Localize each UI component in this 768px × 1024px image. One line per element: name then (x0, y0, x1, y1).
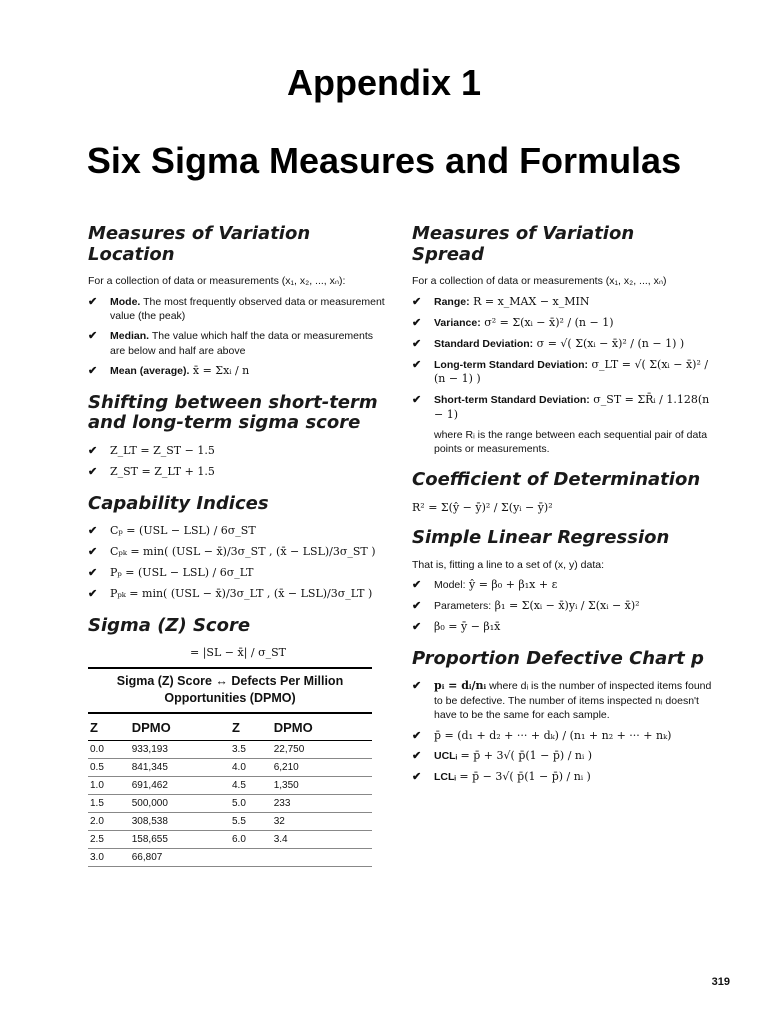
section-intro: That is, fitting a line to a set of (x, y) data: (412, 558, 605, 571)
list-item: ✔ Model: ŷ = β₀ + β₁x + ε (412, 578, 558, 592)
table-caption: Sigma (Z) Score ↔ Defects Per Million Opportunities (DPMO) (88, 667, 372, 714)
check-icon: ✔ (88, 545, 98, 559)
list-item: ✔ Median. The value which half the data or measurements are below and half are above (88, 330, 374, 357)
section-heading: Shifting between short-term and long-term sigma score (88, 391, 378, 434)
check-icon: ✔ (412, 600, 422, 613)
list-item: ✔ Standard Deviation: σ = √( Σ(xᵢ − x̄)² / (n − 1) ) (412, 336, 685, 350)
capability-section (88, 494, 388, 602)
check-icon: ✔ (412, 680, 422, 693)
section-heading: Proportion Defective Chart p (412, 647, 704, 669)
check-icon: ✔ (412, 771, 422, 784)
variation-location-section (88, 224, 388, 379)
list-item: ✔ Pₚ = (USL − LSL) / 6σ_LT (88, 565, 254, 579)
list-item: ✔ Mode. The most frequently observed data or measurement value (the peak) (88, 296, 385, 323)
list-item: ✔ Mean (average). x̄ = Σxᵢ / n (88, 363, 250, 377)
section-heading: Capability Indices (88, 492, 269, 514)
check-icon: ✔ (412, 337, 422, 350)
section-heading: Sigma (Z) Score (88, 614, 251, 636)
column-header: DPMO (272, 714, 372, 741)
section-note: where Rᵢ is the range between each sequential pair of data points or measurements. (434, 428, 708, 455)
check-icon: ✔ (412, 579, 422, 592)
check-icon: ✔ (88, 330, 98, 343)
table-row: 0.5 841,345 4.0 6,210 (88, 758, 372, 776)
list-item: ✔ Range: R = x_MAX − x_MIN (412, 295, 590, 309)
list-item: ✔ UCLᵢ = p̄ + 3√( p̄(1 − p̄) / nᵢ ) (412, 749, 592, 763)
check-icon: ✔ (88, 464, 98, 478)
table-header-row (88, 714, 372, 741)
check-icon: ✔ (412, 296, 422, 309)
variation-spread-section (412, 224, 712, 456)
check-icon: ✔ (88, 364, 98, 377)
list-item: ✔ Parameters: β₁ = Σ(xᵢ − x̄)yᵢ / Σ(xᵢ − x̄)² (412, 599, 640, 613)
table-row: 3.0 66,807 (88, 848, 372, 866)
dpmo-table (88, 667, 372, 867)
check-icon: ✔ (88, 296, 98, 309)
right-column (412, 224, 712, 799)
table-row: 0.0 933,193 3.5 22,750 (88, 740, 372, 758)
proportion-section (412, 649, 712, 785)
section-heading: Coefficient of Determination (412, 469, 701, 491)
column-header: Z (88, 714, 130, 741)
check-icon: ✔ (88, 565, 98, 579)
list-item: ✔ Z_LT = Z_ST − 1.5 (88, 443, 215, 457)
page-title: Six Sigma Measures and Formulas (86, 140, 682, 181)
check-icon: ✔ (88, 443, 98, 457)
regression-section (412, 528, 712, 635)
table-row: 1.0 691,462 4.5 1,350 (88, 776, 372, 794)
section-heading: Simple Linear Regression (412, 526, 670, 548)
check-icon: ✔ (412, 316, 422, 329)
shifting-section (88, 393, 388, 480)
table-row: 2.5 158,655 6.0 3.4 (88, 830, 372, 848)
section-heading: Measures of Variation Location (88, 223, 311, 265)
section-intro: For a collection of data or measurements (x₁, x₂, ..., xₙ): (88, 275, 346, 288)
column-header: Z (230, 714, 272, 741)
sigma-score-section (88, 616, 388, 660)
page-number: 319 (711, 976, 730, 988)
list-item: ✔ Cₚₖ = min( (USL − x̄)/3σ_ST , (x̄ − LSL)/3σ_ST ) (88, 545, 376, 559)
section-heading: Measures of Variation Spread (412, 223, 635, 265)
list-item: ✔ Long-term Standard Deviation: σ_LT = √( Σ(xᵢ − x̄)² / (n − 1) ) (412, 357, 709, 386)
column-header: DPMO (130, 714, 230, 741)
list-item: ✔ pᵢ = dᵢ/nᵢ where dᵢ is the number of inspected items found to be defective. The number of items inspected nᵢ doesn't have to be the same for each sample. (412, 679, 712, 722)
list-item: ✔ Short-term Standard Deviation: σ_ST = ΣR̄ᵢ / 1.128(n − 1) (412, 393, 710, 422)
check-icon: ✔ (412, 394, 422, 407)
section-intro: For a collection of data or measurements (x₁, x₂, ..., xₙ) (412, 275, 667, 288)
check-icon: ✔ (412, 620, 422, 633)
check-icon: ✔ (412, 750, 422, 763)
list-item: ✔ p̄ = (d₁ + d₂ + ··· + dₖ) / (n₁ + n₂ + ··· + nₖ) (412, 728, 672, 742)
sigma-formula: = |SL − x̄| / σ_ST (190, 646, 286, 660)
list-item: ✔ Variance: σ² = Σ(xᵢ − x̄)² / (n − 1) (412, 315, 614, 329)
list-item: ✔ Z_ST = Z_LT + 1.5 (88, 464, 215, 478)
table-row: 1.5 500,000 5.0 233 (88, 794, 372, 812)
list-item: ✔ β₀ = ȳ − β₁x̄ (412, 619, 501, 633)
list-item: ✔ Pₚₖ = min( (USL − x̄)/3σ_LT , (x̄ − LSL)/3σ_LT ) (88, 586, 373, 600)
check-icon: ✔ (88, 586, 98, 600)
coefficient-formula: R² = Σ(ŷ − ȳ)² / Σ(yᵢ − ȳ)² (412, 500, 553, 514)
appendix-title: Appendix 1 (286, 62, 482, 103)
list-item: ✔ Cₚ = (USL − LSL) / 6σ_ST (88, 524, 256, 538)
check-icon: ✔ (412, 358, 422, 371)
coefficient-section (412, 470, 712, 514)
left-column (88, 224, 388, 867)
check-icon: ✔ (412, 729, 422, 742)
list-item: ✔ LCLᵢ = p̄ − 3√( p̄(1 − p̄) / nᵢ ) (412, 770, 591, 784)
table-row: 2.0 308,538 5.5 32 (88, 812, 372, 830)
check-icon: ✔ (88, 524, 98, 538)
